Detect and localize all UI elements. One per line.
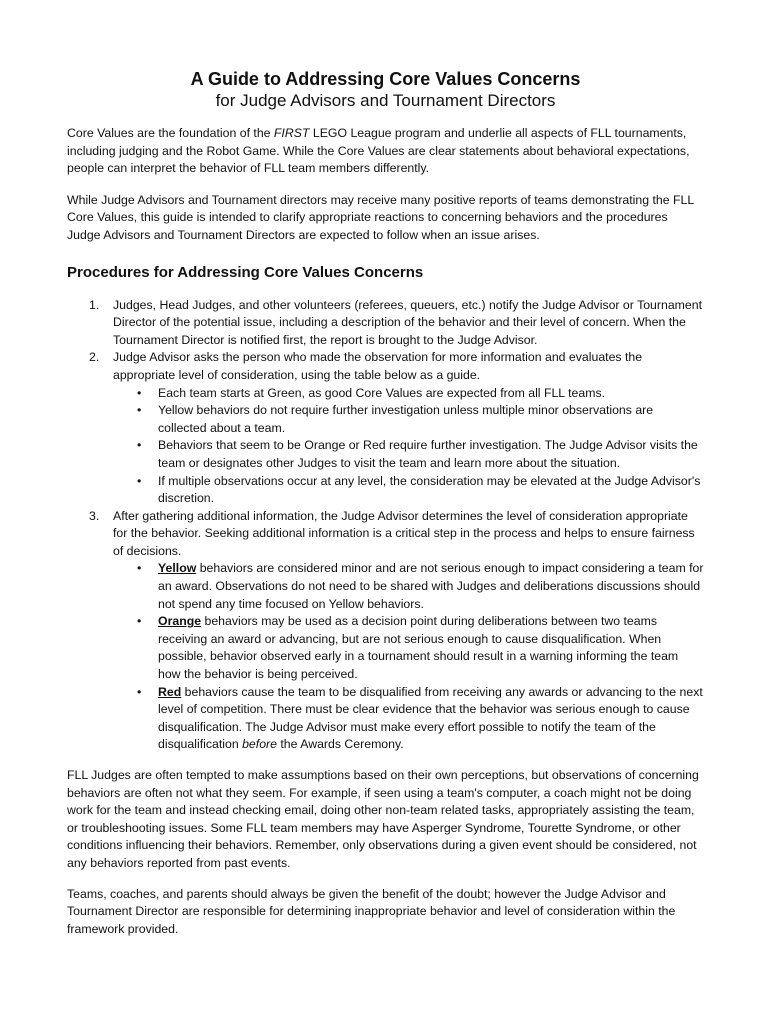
- bullet-icon: •: [137, 684, 142, 699]
- step-number: 3.: [89, 508, 100, 523]
- step-2-bullets: [113, 385, 704, 508]
- list-item: • Each team starts at Green, as good Core Values are expected from all FLL teams.: [113, 385, 704, 403]
- list-item: • If multiple observations occur at any level, the consideration may be elevated at the Judge Advisor's discretion.: [137, 473, 701, 506]
- closing-paragraph-2: Teams, coaches, and parents should always be given the benefit of the doubt; however the Judge Advisor and Tournament Director are responsible for determining inappropriate behavior and level of consideration within the framework provided.: [67, 886, 676, 936]
- title-block: [67, 0, 704, 111]
- before-emphasis: before: [242, 737, 277, 752]
- bullet-icon: •: [137, 614, 142, 629]
- first-emphasis: FIRST: [273, 126, 310, 140]
- level-keyword: Red: [158, 684, 182, 699]
- closing-paragraph-1: FLL Judges are often tempted to make assumptions based on their own perceptions, but observations of concerning behaviors are often not what they seem. For example, if seen using a team's computer, a coach might not be doing work for the team and instead checking email, doing other non-team related tasks, appropriately assisting the team, or troubleshooting issues. Some FLL team members may have Asperger Syndrome, Tourette Syndrome, or other conditions influencing their behaviors. Remember, only observations during a given event should be considered, not any behaviors reported from past events.: [67, 768, 699, 870]
- procedure-step-2: [67, 349, 704, 507]
- level-yellow: • Yellow behaviors are considered minor and are not serious enough to impact considering a team for an award. Observations do not need to be shared with Judges and deliberations discussions should not spend any time focused on Yellow behaviors.: [137, 561, 704, 611]
- step-text: Judges, Head Judges, and other volunteers (referees, queuers, etc.) notify the Judge Advisor or Tournament Director of the potential issue, including a description of the behavior and their level of concern. When the Tournament Director is notified first, the report is brought to the Judge Advisor.: [113, 297, 703, 347]
- list-item: • Yellow behaviors do not require further investigation unless multiple minor observations are collected about a team.: [137, 403, 654, 435]
- bullet-icon: •: [137, 403, 142, 418]
- bullet-icon: •: [137, 473, 142, 488]
- list-item: • Behaviors that seem to be Orange or Red require further investigation. The Judge Advisor visits the team or designates other Judges to visit the team and learn more about the situation.: [137, 438, 698, 470]
- procedure-step-3: [67, 508, 704, 754]
- level-red: • Red behaviors cause the team to be disqualified from receiving any awards or advancing to the next level of competition. There must be clear evidence that the behavior was serious enough to cause disqualification. The Judge Advisor must make every effort possible to notify the team of the disqualification before the Awards Ceremony.: [137, 684, 703, 752]
- page-subtitle: for Judge Advisors and Tournament Directors: [215, 91, 556, 110]
- level-orange: • Orange behaviors may be used as a decision point during deliberations between two teams receiving an award or advancing, but are not serious enough to cause disqualification. When possible, behavior observed early in a tournament should result in a warning informing the team how the behavior is being perceived.: [137, 614, 679, 682]
- section-heading: Procedures for Addressing Core Values Concerns: [67, 263, 424, 281]
- intro-paragraph-1: Core Values are the foundation of the FIRST LEGO League program and underlie all aspects of FLL tournaments, including judging and the Robot Game. While the Core Values are clear statements about behavioral expectations, people can interpret the behavior of FLL team members differently.: [67, 126, 690, 176]
- bullet-icon: •: [137, 385, 142, 400]
- bullet-icon: •: [137, 561, 142, 576]
- step-number: 1.: [89, 297, 100, 312]
- bullet-icon: •: [137, 438, 142, 453]
- page-title: A Guide to Addressing Core Values Concerns: [190, 69, 581, 89]
- step-number: 2.: [89, 350, 100, 365]
- procedure-list: [67, 297, 704, 754]
- intro-paragraph-2: While Judge Advisors and Tournament directors may receive many positive reports of teams demonstrating the FLL Core Values, this guide is intended to clarify appropriate reactions to concerning behaviors and the procedures Judge Advisors and Tournament Directors are expected to follow when an issue arises.: [67, 192, 694, 242]
- consideration-levels: [113, 560, 704, 754]
- step-text: Judge Advisor asks the person who made the observation for more information and evaluates the appropriate level of consideration, using the table below as a guide.: [113, 350, 643, 382]
- level-keyword: Yellow: [158, 561, 197, 576]
- step-text: After gathering additional information, the Judge Advisor determines the level of consideration appropriate for the behavior. Seeking additional information is a critical step in the process and helps to ensure fairness of decisions.: [113, 508, 695, 558]
- level-keyword: Orange: [158, 614, 202, 629]
- procedure-step-1: [67, 297, 704, 350]
